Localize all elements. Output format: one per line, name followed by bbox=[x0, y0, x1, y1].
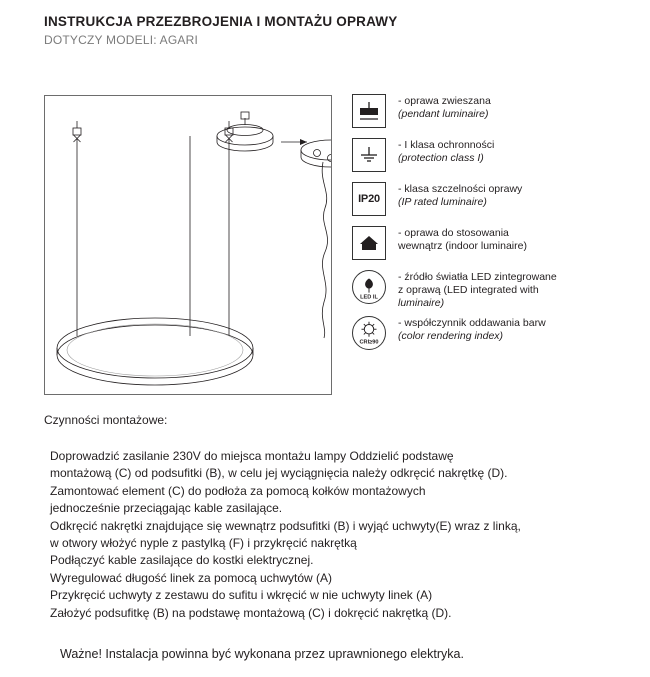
legend-line-1: - współczynnik oddawania barw bbox=[398, 317, 546, 329]
legend-item-text bbox=[398, 138, 642, 165]
legend-line-2: (IP rated luminaire) bbox=[398, 196, 487, 208]
assembly-steps bbox=[50, 448, 610, 622]
legend-line-1: - oprawa do stosowania bbox=[398, 227, 509, 239]
legend-item-text bbox=[398, 316, 642, 343]
legend-item-text bbox=[398, 182, 642, 209]
legend-item-led-integrated bbox=[352, 270, 642, 310]
led-glyph bbox=[353, 270, 385, 304]
legend-item-protection-class bbox=[352, 138, 642, 176]
legend-item-ip20 bbox=[352, 182, 642, 220]
house-glyph bbox=[357, 231, 381, 255]
cri-glyph bbox=[353, 316, 385, 350]
step-line: jednocześnie przeciągając kable zasilające. bbox=[50, 501, 283, 516]
ip20-icon bbox=[352, 182, 386, 216]
legend-item-cri bbox=[352, 316, 642, 354]
led-integrated-icon bbox=[352, 270, 386, 304]
assembly-drawing bbox=[44, 95, 332, 395]
legend-line-2: z oprawą (LED integrated with bbox=[398, 284, 539, 296]
ip20-label: IP20 bbox=[358, 193, 380, 205]
assembly-drawing-svg bbox=[45, 96, 331, 394]
earth-ground-glyph bbox=[357, 143, 381, 167]
page-subtitle: DOTYCZY MODELI: AGARI bbox=[44, 33, 199, 47]
legend-line-1: - I klasa ochronności bbox=[398, 139, 495, 151]
step-line: Doprowadzić zasilanie 230V do miejsca montażu lampy Oddzielić podstawę bbox=[50, 449, 454, 463]
indoor-luminaire-icon bbox=[352, 226, 386, 260]
legend-item-text bbox=[398, 94, 642, 121]
legend-line-1: - źródło światła LED zintegrowane bbox=[398, 271, 557, 283]
step-line: Podłączyć kable zasilające do kostki elektrycznej. bbox=[50, 553, 314, 568]
legend-line-1: - klasa szczelności oprawy bbox=[398, 183, 523, 195]
legend-item-text bbox=[398, 270, 642, 310]
step-line: w otwory włożyć nyple z pastylką (F) i przykręcić nakrętką bbox=[50, 536, 357, 551]
important-note: Ważne! Instalacja powinna być wykonana przez uprawnionego elektryka. bbox=[60, 647, 464, 661]
legend-line-2: (color rendering index) bbox=[398, 330, 504, 342]
legend-line-2: (pendant luminaire) bbox=[398, 108, 489, 120]
legend-item-pendant bbox=[352, 94, 642, 132]
cri-icon bbox=[352, 316, 386, 350]
legend-item-text bbox=[398, 226, 642, 253]
step-line: Zamontować element (C) do podłoża za pomocą kołków montażowych bbox=[50, 483, 426, 498]
step-line: Odkręcić nakrętki znajdujące się wewnątrz podsufitki (B) i wyjąć uchwyty(E) wraz z linką, bbox=[50, 518, 521, 533]
svg-text:LED IL: LED IL bbox=[360, 294, 378, 301]
legend-line-2: wewnątrz (indoor luminaire) bbox=[398, 240, 527, 252]
pendant-luminaire-glyph bbox=[357, 99, 381, 123]
step-line: Wyregulować długość linek za pomocą uchwytów (A) bbox=[50, 570, 333, 585]
legend-line-3: luminaire) bbox=[398, 297, 445, 309]
legend-list bbox=[352, 94, 642, 360]
step-line: Przykręcić uchwyty z zestawu do sufitu i wkręcić w nie uchwyty linek (A) bbox=[50, 588, 433, 603]
legend-item-indoor bbox=[352, 226, 642, 264]
pendant-luminaire-icon bbox=[352, 94, 386, 128]
section-heading: Czynności montażowe: bbox=[44, 413, 168, 427]
page-title: INSTRUKCJA PRZEZBROJENIA I MONTAŻU OPRAWY bbox=[44, 14, 398, 29]
legend-line-1: - oprawa zwieszana bbox=[398, 95, 491, 107]
protection-class-i-icon bbox=[352, 138, 386, 172]
step-line: montażową (C) od podsufitki (B), w celu jej wyciągnięcia należy odkręcić nakrętkę (D). bbox=[50, 466, 508, 481]
svg-text:CRI≥90: CRI≥90 bbox=[359, 339, 379, 346]
legend-line-2: (protection class I) bbox=[398, 152, 484, 164]
step-line: Założyć podsufitkę (B) na podstawę montażową (C) i dokręcić nakrętką (D). bbox=[50, 605, 452, 620]
